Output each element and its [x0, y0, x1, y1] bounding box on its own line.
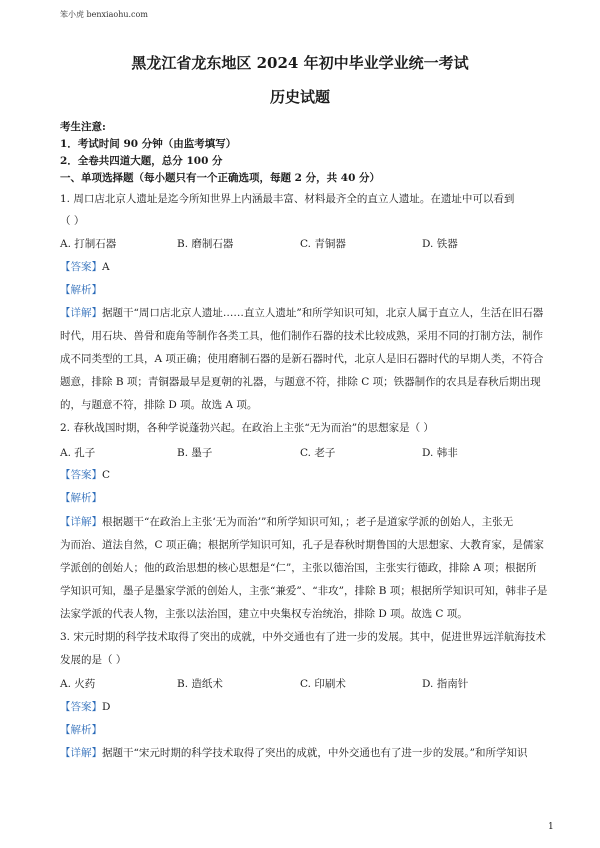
- exam-subtitle: 历史试题: [269, 88, 330, 106]
- question-2-option-a: A. 孔子: [60, 447, 96, 459]
- question-1-detail-line-2: 时代，用石块、兽骨和鹿角等制作各类工具，他们制作石器的技术比较成熟，采用不同的打制方法，制作: [60, 330, 543, 342]
- detail-text: 据题干“周口店北京人遗址……直立人遗址”和所学知识可知，北京人属于直立人，生活在旧石器: [102, 307, 544, 319]
- question-1-option-c: C. 青铜器: [300, 238, 346, 250]
- question-1-stem-line-2: （ ）: [60, 215, 85, 227]
- question-3-option-d: D. 指南针: [422, 678, 469, 690]
- question-1-detail-line-4: 题意，排除 B 项；青铜器最早是夏朝的礼器，与题意不符，排除 C 项；铁器制作的农具是春秋后期出现: [60, 376, 541, 388]
- answer-label: 【答案】: [60, 261, 102, 273]
- detail-text: 据题干“宋元时期的科学技术取得了突出的成就，中外交通也有了进一步的发展。”和所学知识: [102, 747, 528, 759]
- question-3-answer: [60, 700, 110, 714]
- question-2-stem: 2. 春秋战国时期，各种学说蓬勃兴起。在政治上主张“无为而治”的思想家是（ ）: [60, 422, 434, 434]
- question-3-option-c: C. 印刷术: [300, 678, 346, 690]
- question-3-option-b: B. 造纸术: [177, 678, 223, 690]
- answer-value: A: [102, 261, 110, 273]
- question-1-option-b: B. 磨制石器: [177, 238, 234, 250]
- answer-value: D: [102, 701, 111, 713]
- notice-item-1: 1．考试时间 90 分钟（由监考填写）: [60, 138, 237, 150]
- notice-heading: 考生注意:: [60, 121, 106, 133]
- question-2-detail-line-4: 学知识可知，墨子是墨家学派的创始人，主张“兼爱”、“非攻”，排除 B 项；根据所学知识可知，韩非子是: [60, 585, 548, 597]
- question-3-stem-line-2: 发展的是（ ）: [60, 654, 127, 666]
- exam-title: 黑龙江省龙东地区 2024 年初中毕业学业统一考试: [131, 54, 469, 72]
- question-2-answer: [60, 468, 110, 482]
- question-1-detail-line-1: [60, 306, 543, 320]
- question-3-detail-line-1: [60, 746, 527, 760]
- question-3-analysis-label: 【解析】: [60, 724, 102, 736]
- question-1-detail-line-5: 的，与题意不符，排除 D 项。故选 A 项。: [60, 399, 258, 411]
- detail-label: 【详解】: [60, 747, 102, 759]
- answer-value: C: [102, 469, 111, 481]
- question-3-stem-line-1: 3. 宋元时期的科学技术取得了突出的成就，中外交通也有了进一步的发展。其中，促进世界远洋航海技术: [60, 631, 546, 643]
- detail-label: 【详解】: [60, 516, 102, 528]
- notice-item-2: 2．全卷共四道大题，总分 100 分: [60, 155, 223, 167]
- detail-label: 【详解】: [60, 307, 102, 319]
- question-2-analysis-label: 【解析】: [60, 492, 102, 504]
- question-2-detail-line-2: 为而治、道法自然，C 项正确；根据所学知识可知，孔子是春秋时期鲁国的大思想家、大教育家，是儒家: [60, 539, 544, 551]
- question-2-option-c: C. 老子: [300, 447, 336, 459]
- question-1-answer: [60, 260, 110, 274]
- detail-text: 根据题干“在政治上主张‘无为而治’”和所学知识可知，；老子是道家学派的创始人，主张无: [102, 516, 514, 528]
- answer-label: 【答案】: [60, 701, 102, 713]
- question-1-analysis-label: 【解析】: [60, 284, 102, 296]
- question-2-detail-line-1: [60, 515, 513, 529]
- question-2-detail-line-5: 法家学派的代表人物，主张以法治国，建立中央集权专治统治，排除 D 项。故选 C 项。: [60, 608, 468, 620]
- question-3-option-a: A. 火药: [60, 678, 96, 690]
- question-2-option-b: B. 墨子: [177, 447, 213, 459]
- page-number: 1: [548, 822, 554, 832]
- answer-label: 【答案】: [60, 469, 102, 481]
- section-heading: 一、单项选择题（每小题只有一个正确选项，每题 2 分，共 40 分）: [60, 172, 381, 184]
- question-1-stem-line-1: 1. 周口店北京人遗址是迄今所知世界上内涵最丰富、材料最齐全的直立人遗址。在遗址中可以看到: [60, 193, 515, 205]
- site-watermark: 笨小虎 benxiaohu.com: [60, 10, 148, 19]
- question-1-detail-line-3: 成不同类型的工具，A 项正确；使用磨制石器的是新石器时代，北京人是旧石器时代的早期人类，不符合: [60, 353, 544, 365]
- question-1-option-a: A. 打制石器: [60, 238, 117, 250]
- question-1-option-d: D. 铁器: [422, 238, 458, 250]
- question-2-option-d: D. 韩非: [422, 447, 458, 459]
- question-2-detail-line-3: 学派创的创始人；他的政治思想的核心思想是“仁”，主张以德治国，主张实行德政，排除 A 项；根据所: [60, 562, 537, 574]
